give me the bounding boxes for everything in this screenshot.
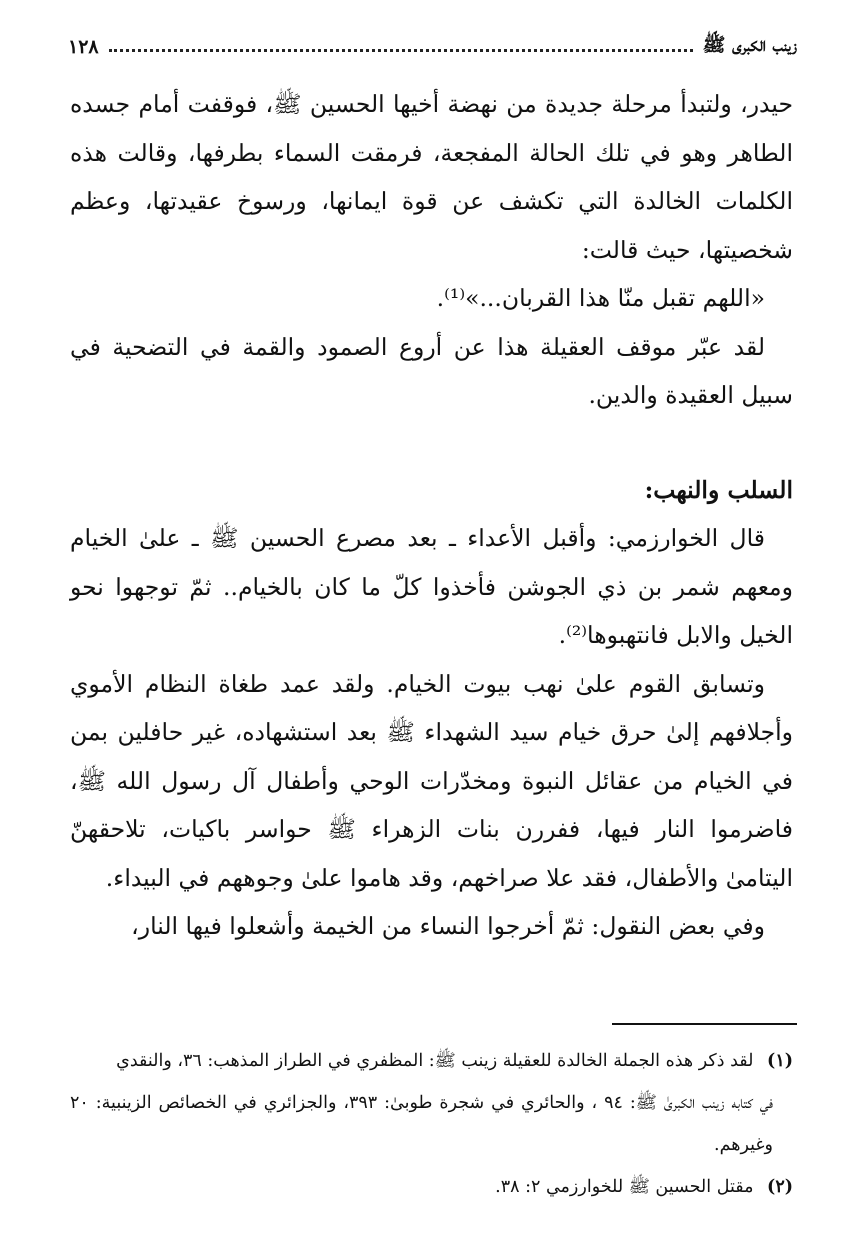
paragraph-1: حيدر، ولتبدأ مرحلة جديدة من نهضة أخيها الحسين ﷺ، فوقفت أمام جسده الطاهر وهو في تلك الحالة المفجعة، فرمقت السماء بطرفها، وقالت هذه الكلمات الخالدة التي تكشف عن قوة ايمانها، ورسوخ عقيدتها، وعظم شخصيتها، حيث قالت: <box>70 90 793 264</box>
footnote-separator <box>612 1023 797 1025</box>
footnote-1-continuation: في كتابه زينب الكبرىٰ ﷺ: ٩٤ ، والحائري في شجرة طوبىٰ: ٣٩٣، والجزائري في الخصائص الزينبية: ٢٠ وغيرهم. <box>70 1093 774 1155</box>
footnotes <box>70 1040 793 1208</box>
running-title: زينب الكبرى ﷺ <box>702 34 797 56</box>
footnote-2 <box>70 1166 793 1208</box>
page-header <box>68 32 797 62</box>
main-text <box>70 80 793 951</box>
footnote-number: (٢) <box>767 1177 793 1197</box>
footnote-text: مقتل الحسين ﷺ للخوارزمي ٢: ٣٨. <box>495 1177 754 1197</box>
paragraph-4: وتسابق القوم علىٰ نهب بيوت الخيام. ولقد عمد طغاة النظام الأموي وأجلافهم إلىٰ حرق خيام سيد الشهداء ﷺ بعد استشهاده، غير حافلين بمن في الخيام من عقائل النبوة ومخدّرات الوحي وأطفال آل رسول الله ﷺ، فاضرموا النار فيها، ففررن بنات الزهراء ﷺ حواسر باكيات، تلاحقهنّ اليتامىٰ والأطفال، فقد علا صراخهم، وقد هاموا علىٰ وجوههم في البيداء. <box>70 669 793 892</box>
footnote-1 <box>70 1040 793 1082</box>
section-heading: السلب والنهب: <box>644 475 793 504</box>
quote-paragraph: «اللهم تقبل منّا هذا القربان...»⁽¹⁾. <box>436 284 765 312</box>
paragraph-5: وفي بعض النقول: ثمّ أخرجوا النساء من الخيمة وأشعلوا فيها النار، <box>131 912 765 940</box>
footnote-text: لقد ذكر هذه الجملة الخالدة للعقيلة زينب ﷺ: المظفري في الطراز المذهب: ٣٦، والنقدي <box>116 1051 754 1071</box>
paragraph-3: قال الخوارزمي: وأقبل الأعداء ـ بعد مصرع الحسين ﷺ ـ علىٰ الخيام ومعهم شمر بن ذي الجوشن فأخذوا كلّ ما كان بالخيام.. ثمّ توجهوا نحو الخيل والابل فانتهبوها⁽²⁾. <box>70 524 793 649</box>
footnote-number: (١) <box>767 1051 793 1071</box>
paragraph-2: لقد عبّر موقف العقيلة هذا عن أروع الصمود والقمة في التضحية في سبيل العقيدة والدين. <box>70 332 793 409</box>
header-dot-leader <box>109 49 693 52</box>
page-number: ١٢٨ <box>68 36 99 58</box>
